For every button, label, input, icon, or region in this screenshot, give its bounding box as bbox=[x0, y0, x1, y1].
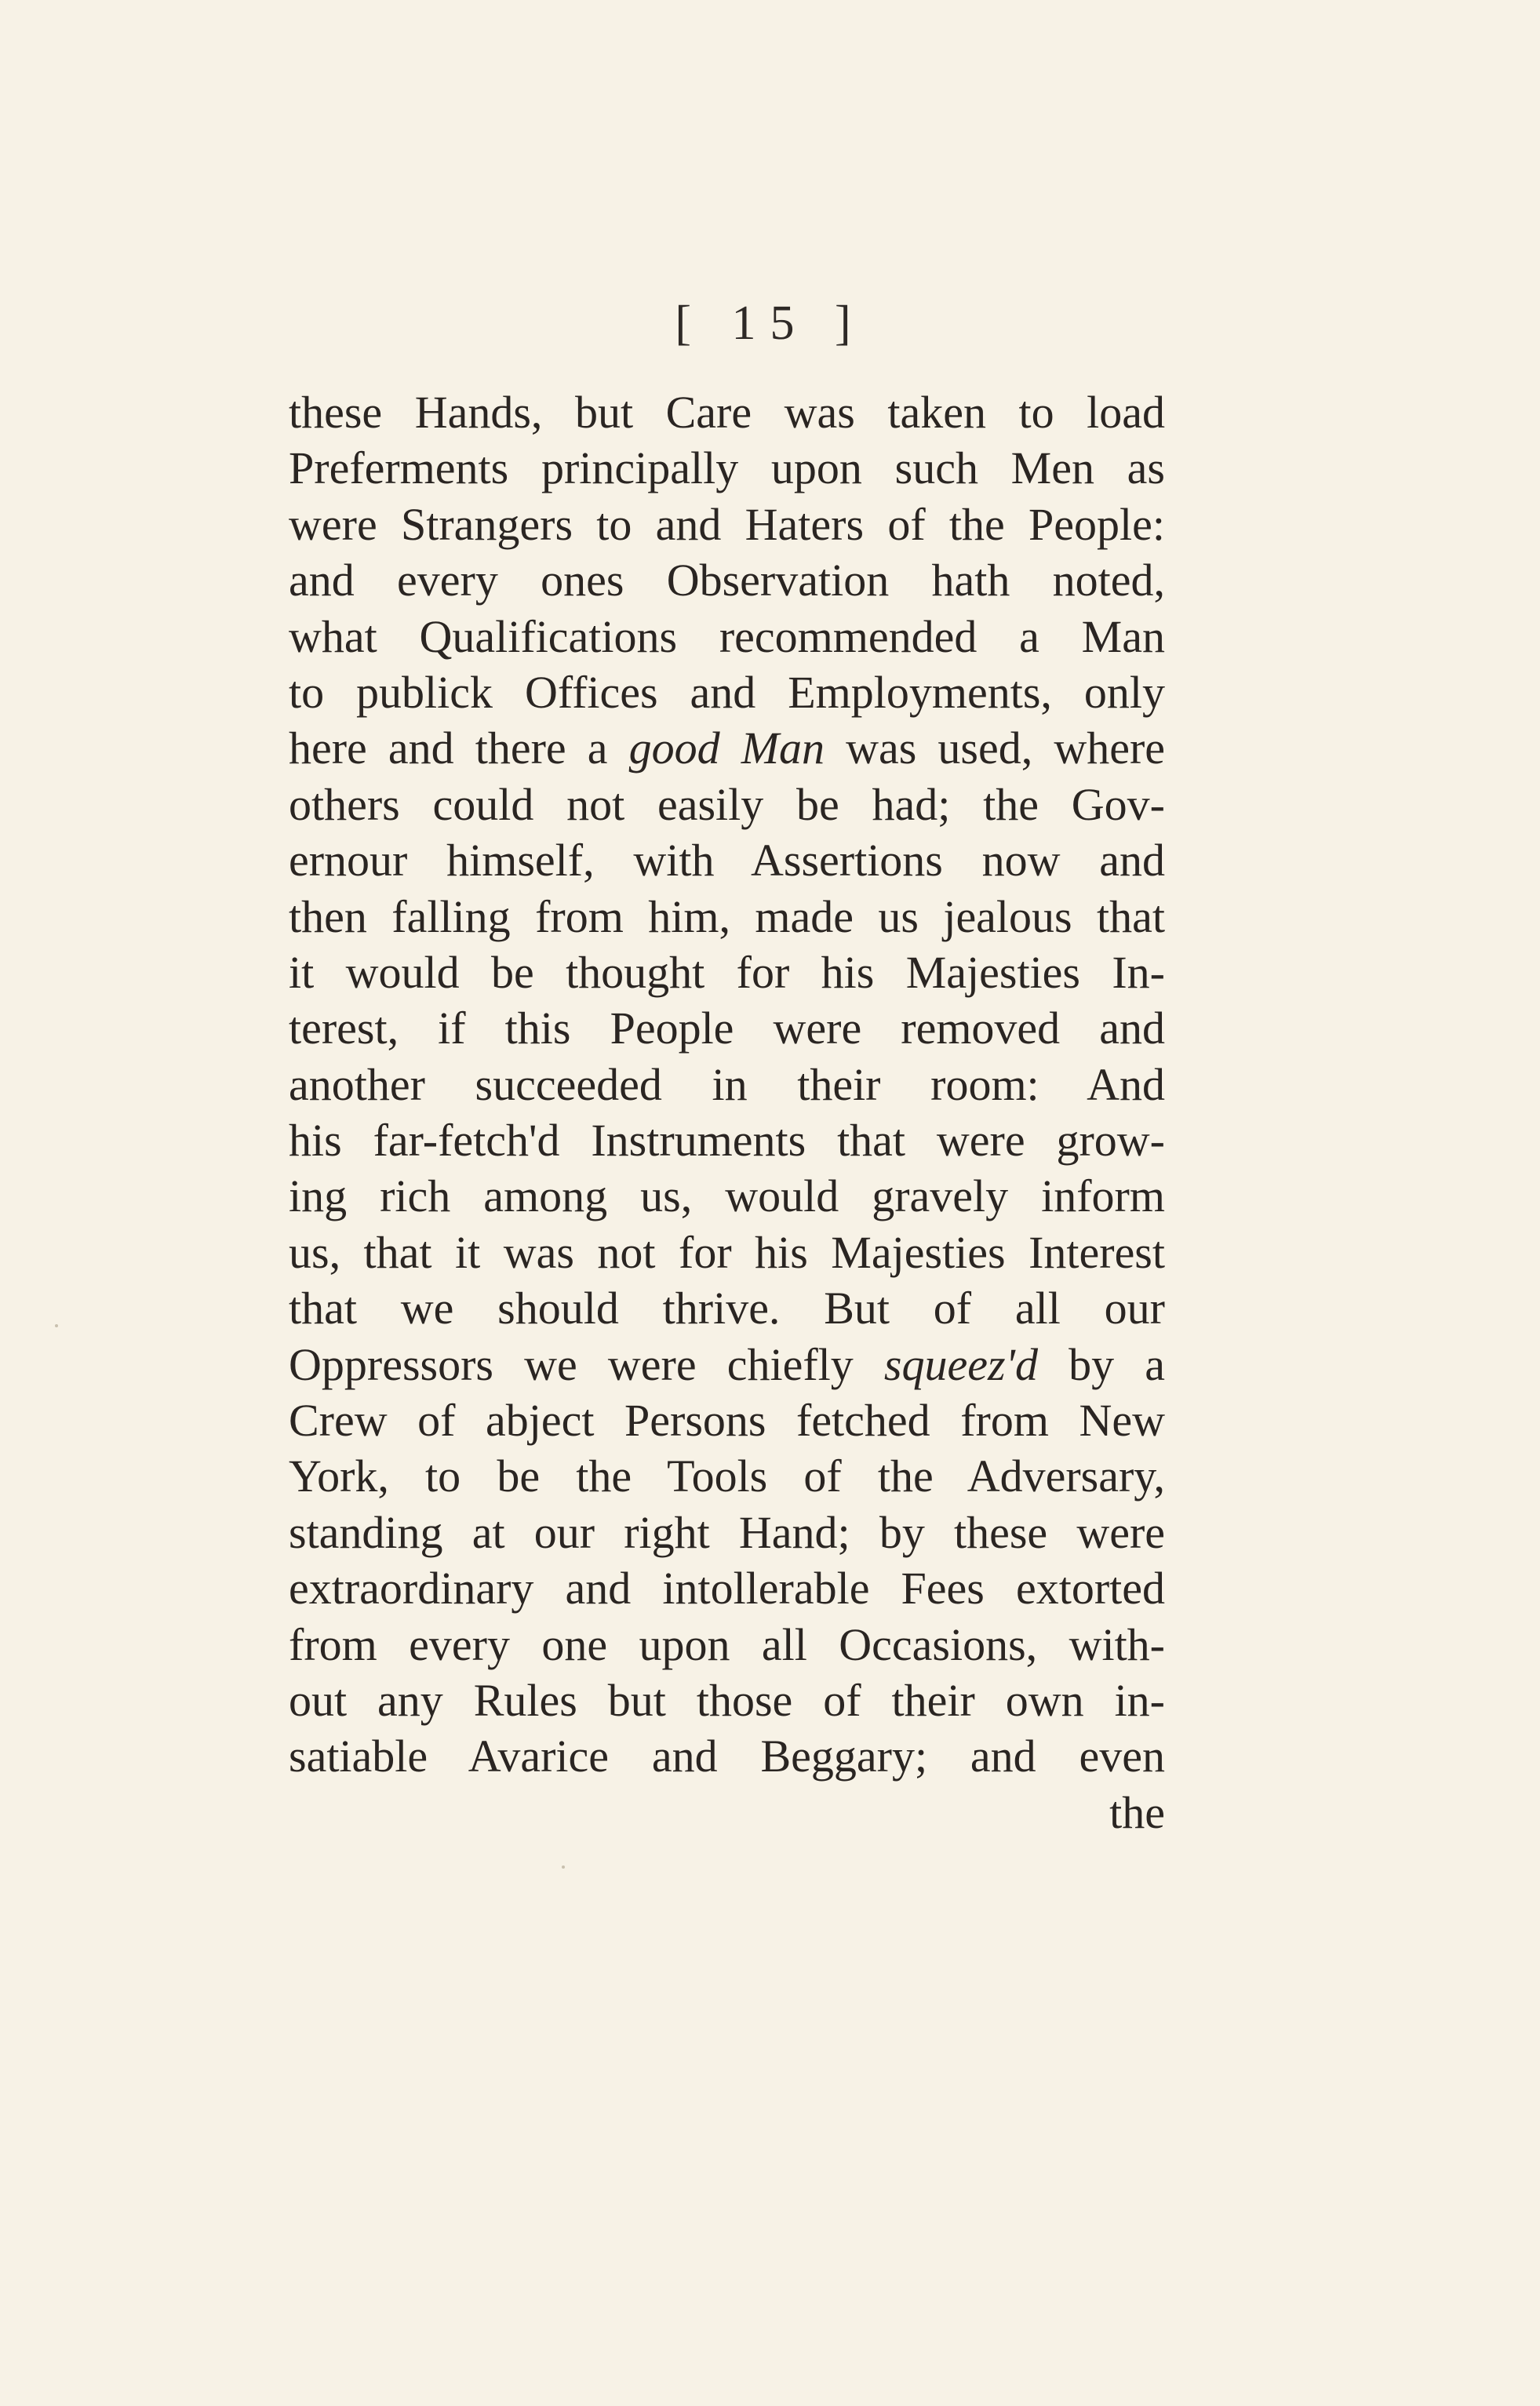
text-line: from every one upon all Occasions, with- bbox=[289, 1618, 1165, 1670]
text-line: standing at our right Hand; by these were bbox=[289, 1506, 1165, 1558]
text-line: then falling from him, made us jealous that bbox=[289, 890, 1165, 942]
text-line: ing rich among us, would gravely inform bbox=[289, 1170, 1165, 1222]
text-line bbox=[289, 720, 1165, 776]
text-line: us, that it was not for his Majesties Interest bbox=[289, 1226, 1165, 1278]
text-line: his far-fetch'd Instruments that were grow- bbox=[289, 1115, 1165, 1167]
text-segment: here and there a bbox=[289, 723, 629, 774]
body-text bbox=[289, 384, 1165, 1840]
text-segment: Oppressors we were chiefly bbox=[289, 1338, 884, 1390]
text-line: another succeeded in their room: And bbox=[289, 1058, 1165, 1110]
text-line: satiable Avarice and Beggary; and even bbox=[289, 1731, 1165, 1782]
catchword: the bbox=[1109, 1786, 1165, 1838]
text-line: were Strangers to and Haters of the People: bbox=[289, 498, 1165, 550]
text-line: Preferments principally upon such Men as bbox=[289, 442, 1165, 494]
italic-phrase: good Man bbox=[628, 723, 825, 774]
text-line: ernour himself, with Assertions now and bbox=[289, 835, 1165, 886]
text-segment: by a bbox=[1037, 1338, 1165, 1390]
text-line: extraordinary and intollerable Fees extorted bbox=[289, 1563, 1165, 1614]
text-line: Crew of abject Persons fetched from New bbox=[289, 1395, 1165, 1447]
text-line: York, to be the Tools of the Adversary, bbox=[289, 1451, 1165, 1502]
paper-speck bbox=[55, 1324, 58, 1327]
paper-speck bbox=[562, 1865, 565, 1869]
text-line: and every ones Observation hath noted, bbox=[289, 555, 1165, 606]
text-line bbox=[289, 1337, 1165, 1392]
page-number: [ 15 ] bbox=[675, 297, 865, 350]
text-line: these Hands, but Care was taken to load bbox=[289, 387, 1165, 438]
text-line: to publick Offices and Employments, only bbox=[289, 666, 1165, 718]
text-line: it would be thought for his Majesties In- bbox=[289, 946, 1165, 998]
text-line: out any Rules but those of their own in- bbox=[289, 1674, 1165, 1726]
text-line: others could not easily be had; the Gov- bbox=[289, 778, 1165, 830]
text-line: terest, if this People were removed and bbox=[289, 1003, 1165, 1054]
text-line: what Qualifications recommended a Man bbox=[289, 610, 1165, 662]
italic-phrase: squeez'd bbox=[883, 1338, 1038, 1390]
text-segment: was used, where bbox=[825, 723, 1166, 774]
text-line: that we should thrive. But of all our bbox=[289, 1283, 1165, 1334]
